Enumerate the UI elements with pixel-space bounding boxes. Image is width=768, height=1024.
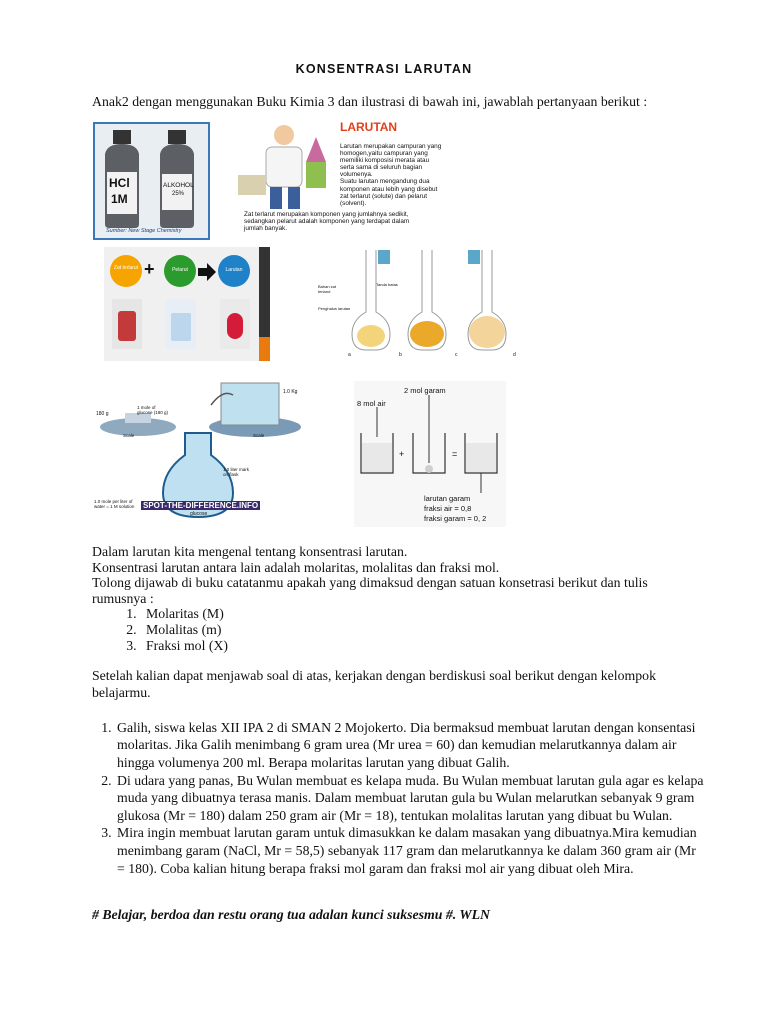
list-item: 2. Di udara yang panas, Bu Wulan membuat es kelapa muda. Bu Wulan membuat larutan gula agar es kelapa muda yang dibuatnya terasa manis. Dalam membuat larutan gula bu Wulan melarutkan sebanyak 9 gram glukosa (Mr = 180) dalam 250 gram air (Mr = 18), tentukan molalitas larutan yang dibuat bu Wulan. — [115, 772, 704, 825]
list-item: 1. Molaritas (M) — [140, 606, 712, 622]
questions-list — [92, 719, 704, 877]
section-concentration — [92, 544, 712, 653]
hcl-molarity: 1M — [111, 192, 128, 206]
lab-figure — [93, 375, 308, 525]
arrow-right-icon — [197, 262, 217, 282]
solute-circle — [110, 255, 142, 287]
larutan-figure — [232, 115, 508, 237]
figure-text-line: (solvent). — [340, 199, 367, 207]
water-mol-label: 8 mol air — [357, 399, 386, 408]
list-item: 3. Fraksi mol (X) — [140, 638, 712, 654]
bottles-figure — [93, 122, 210, 240]
lab-mass-right: 1.0 Kg — [283, 389, 298, 395]
section1-paragraph-3b: rumusnya : — [92, 590, 154, 606]
section1-paragraph-2: Konsentrasi larutan antara lain adalah molaritas, molalitas dan fraksi mol. — [92, 559, 500, 575]
bottles-source: Sumber: New Stage Chemistry — [106, 228, 182, 234]
solvent-photo — [166, 299, 196, 349]
concentration-units-list — [92, 606, 712, 653]
lab-flask-content: glucose — [190, 511, 208, 517]
equals-sign-salt: = — [452, 449, 458, 459]
figure-text-line: homogen,yaitu campuran yang — [340, 150, 428, 158]
solution-photo — [220, 299, 250, 349]
figure-text-line: sedangkan pelarut adalah komponen yang terdapat dalam — [244, 218, 410, 226]
lab-scale-1: Scale — [123, 433, 135, 438]
list-item: 2. Molalitas (m) — [140, 622, 712, 638]
plus-sign-salt: + — [399, 449, 405, 459]
lab-watermark: SPOT-THE-DIFFERENCE.INFO — [143, 501, 259, 510]
solute-photo — [112, 299, 142, 349]
lab-mol-label: 1 mole of glucose (180 g) — [137, 405, 169, 415]
figure-text-line: volumenya. — [340, 171, 373, 179]
hcl-label: HCl — [109, 176, 130, 190]
section1-paragraph-3a: Tolong dijawab di buku catatanmu apakah yang dimaksud dengan satuan konsetrasi berikut dan tulis — [92, 575, 648, 591]
flask-label-solute: Bahan zat terlarut — [318, 284, 337, 294]
flask-step-b: b — [399, 352, 402, 358]
flask-step-a: a — [348, 352, 351, 358]
larutan-heading: LARUTAN — [340, 120, 398, 134]
section1-paragraph-1: Dalam larutan kita mengenal tentang konsentrasi larutan. — [92, 544, 408, 559]
lab-scale-2: Scale — [253, 433, 265, 438]
solute-label: Zat terlarut — [113, 265, 139, 271]
list-item: 1. Galih, siswa kelas XII IPA 2 di SMAN 2 Mojokerto. Dia bermaksud membuat larutan dengan konsentasi molaritas. Jika Galih menimbang 6 gram urea (Mr urea = 60) dan kemudian melarutkannya dalam air hingga volumenya 200 ml. Berapa molaritas larutan yang dibuat Galih. — [115, 719, 704, 772]
figure-text-line: komponen atau lebih yang disebut — [340, 185, 438, 193]
salt-fraction: fraksi garam = 0, 2 — [424, 514, 487, 523]
figure-text-line: Suatu larutan mengandung dua — [340, 178, 430, 186]
section2-paragraph: Setelah kalian dapat menjawab soal di atas, kerjakan dengan berdiskusi soal berikut dengan kelompok belajarmu. — [92, 668, 656, 701]
flasks-illustration — [318, 240, 526, 364]
intro-text: Anak2 dengan menggunakan Buku Kimia 3 dan ilustrasi di bawah ini, jawablah pertanyaan berikut : — [92, 94, 648, 109]
figure-text-line: memiliki komposisi merata atau — [340, 157, 430, 165]
list-item: 3. Mira ingin membuat larutan garam untuk dimasukkan ke dalam masakan yang dibuatnya.Mira kemudian menimbang garam (NaCl, Mr = 58,5) sebanyak 117 gram dan melarutkannya ke dalam 360 gram air (Mr = 180). Coba kalian hitung berapa fraksi mol garam dan fraksi mol air yang dibuat oleh Mira. — [115, 824, 704, 877]
page-title: KONSENTRASI LARUTAN — [295, 62, 473, 76]
lab-mass-left: 180 g — [96, 411, 109, 417]
larutan-definition — [340, 143, 500, 207]
components-figure — [104, 247, 270, 361]
flasks-figure — [318, 240, 526, 364]
salt-figure — [354, 381, 506, 527]
section-exercises — [92, 667, 704, 877]
solvent-label: Pelarut — [172, 267, 188, 273]
flask-label-smooth: Penghalus larutan — [318, 306, 351, 311]
lab-bottom-note: 1.0 mole per liter of water = 1 M solution — [94, 499, 135, 509]
salt-mol-label: 2 mol garam — [404, 386, 446, 395]
figure-text-line: Larutan merupakan campuran yang — [340, 143, 442, 150]
water-fraction: fraksi air = 0,8 — [424, 504, 472, 513]
plus-sign: + — [144, 259, 155, 279]
flask-label-mark: Tanda batas — [376, 282, 398, 287]
lab-flask-label: 1.0 liter mark on flask — [223, 467, 250, 477]
larutan-note — [244, 211, 506, 232]
figure-text-line: jumlah banyak. — [244, 225, 287, 233]
closing-motto: # Belajar, berdoa dan restu orang tua adalan kunci suksesmu #. WLN — [92, 907, 491, 922]
solution-label: Larutan — [225, 267, 243, 273]
flask-step-c: c — [455, 352, 458, 358]
alcohol-label: ALKOHOL — [163, 182, 194, 189]
salt-solution-label: larutan garam — [424, 494, 471, 503]
figure-text-line: zat terlarut (solute) dan pelarut — [340, 192, 428, 200]
flask-step-d: d — [513, 352, 516, 358]
scientist-illustration — [236, 117, 336, 213]
alcohol-percent: 25% — [172, 191, 185, 197]
figure-text-line: serta sama di seluruh bagian — [340, 164, 423, 172]
figure-text-line: Zat terlarut merupakan komponen yang jumlahnya sedikit, — [244, 211, 409, 218]
